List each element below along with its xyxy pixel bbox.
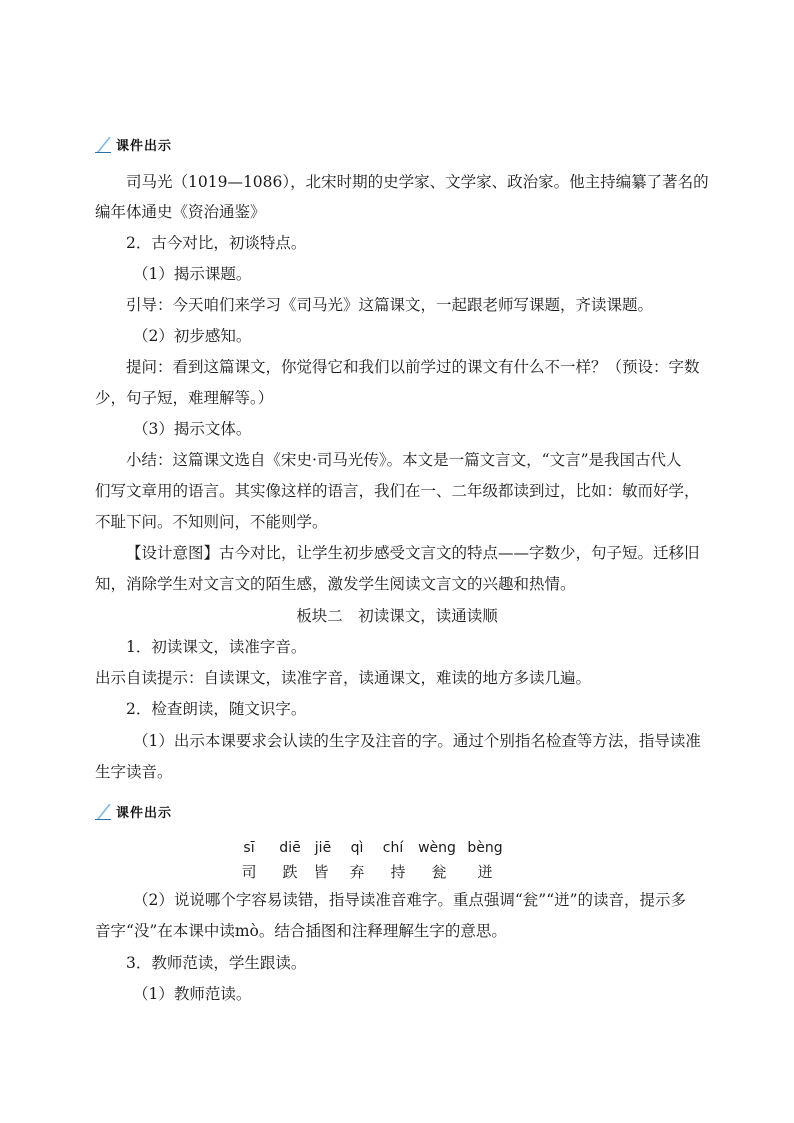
vocab-pinyin: bèng: [467, 840, 503, 856]
vocab-char-row: [0, 862, 794, 882]
vocab-char: 跌: [282, 863, 298, 881]
courseware-tag: [94, 800, 172, 822]
slash-marker-icon: [94, 802, 112, 820]
paragraph-line: 编年体通史《资治通鉴》: [95, 203, 266, 221]
paragraph-line: 知，消除学生对文言文的陌生感，激发学生阅读文言文的兴趣和热情。: [95, 575, 576, 593]
paragraph-line: 2．检查朗读，随文识字。: [126, 700, 307, 718]
paragraph-line: 音字“没”在本课中读mò。结合插图和注释理解生字的意思。: [95, 922, 507, 940]
paragraph-line: （2）初步感知。: [133, 327, 252, 345]
vocab-pinyin: diē: [279, 840, 301, 856]
vocab-char: 司: [241, 863, 257, 881]
courseware-tag: [94, 133, 172, 155]
slash-marker-icon: [94, 135, 112, 153]
vocab-pinyin: jiē: [314, 840, 332, 856]
paragraph-line: 引导：今天咱们来学习《司马光》这篇课文，一起跟老师写课题，齐读课题。: [126, 296, 654, 314]
courseware-tag-label: 课件出示: [116, 805, 173, 821]
vocab-char: 瓮: [431, 863, 447, 881]
paragraph-line: （3）揭示文体。: [133, 420, 252, 438]
paragraph-line: （1）出示本课要求会认读的生字及注音的字。通过个别指名检查等方法，指导读准: [133, 732, 701, 750]
paragraph-line: 1．初读课文，读准字音。: [126, 638, 307, 656]
paragraph-line: （2）说说哪个字容易读错，指导读准音难字。重点强调“瓮”“迸”的读音，提示多: [133, 891, 687, 909]
paragraph-line: （1）揭示课题。: [133, 265, 252, 283]
vocab-char: 持: [390, 863, 406, 881]
paragraph-line: 提问：看到这篇课文，你觉得它和我们以前学过的课文有什么不一样？（预设：字数: [126, 358, 700, 376]
paragraph-line: 小结：这篇课文选自《宋史·司马光传》。本文是一篇文言文，“文言”是我国古代人: [126, 451, 682, 469]
vocab-char: 迸: [477, 863, 493, 881]
vocab-pinyin: wèng: [418, 840, 456, 856]
paragraph-line: 出示自读提示：自读课文，读准字音，读通课文，难读的地方多读几遍。: [95, 669, 592, 687]
vocab-pinyin-row: [0, 838, 794, 858]
paragraph-line: 不耻下问。不知则问，不能则学。: [95, 513, 328, 531]
paragraph-line: 【设计意图】古今对比，让学生初步感受文言文的特点——字数少，句子短。迁移旧: [126, 544, 700, 562]
paragraph-line: 们写文章用的语言。其实像这样的语言，我们在一、二年级都读到过，比如：敏而好学，: [95, 482, 700, 500]
section-heading: 板块二 初读课文，读通读顺: [296, 607, 498, 625]
courseware-tag-label: 课件出示: [116, 138, 173, 154]
paragraph-line: 生字读音。: [95, 763, 173, 781]
vocab-char: 弃: [349, 863, 365, 881]
vocab-pinyin: sī: [243, 840, 255, 856]
vocab-pinyin: chí: [382, 840, 404, 856]
vocab-char: 皆: [313, 863, 329, 881]
paragraph-line: 少，句子短，难理解等。）: [95, 389, 274, 407]
paragraph-line: 司马光（1019—1086），北宋时期的史学家、文学家、政治家。他主持编纂了著名的: [126, 173, 709, 191]
vocab-pinyin: qì: [350, 840, 364, 856]
paragraph-line: 3．教师范读，学生跟读。: [126, 954, 307, 972]
paragraph-line: （1）教师范读。: [133, 985, 252, 1003]
paragraph-line: 2．古今对比，初谈特点。: [126, 234, 307, 252]
